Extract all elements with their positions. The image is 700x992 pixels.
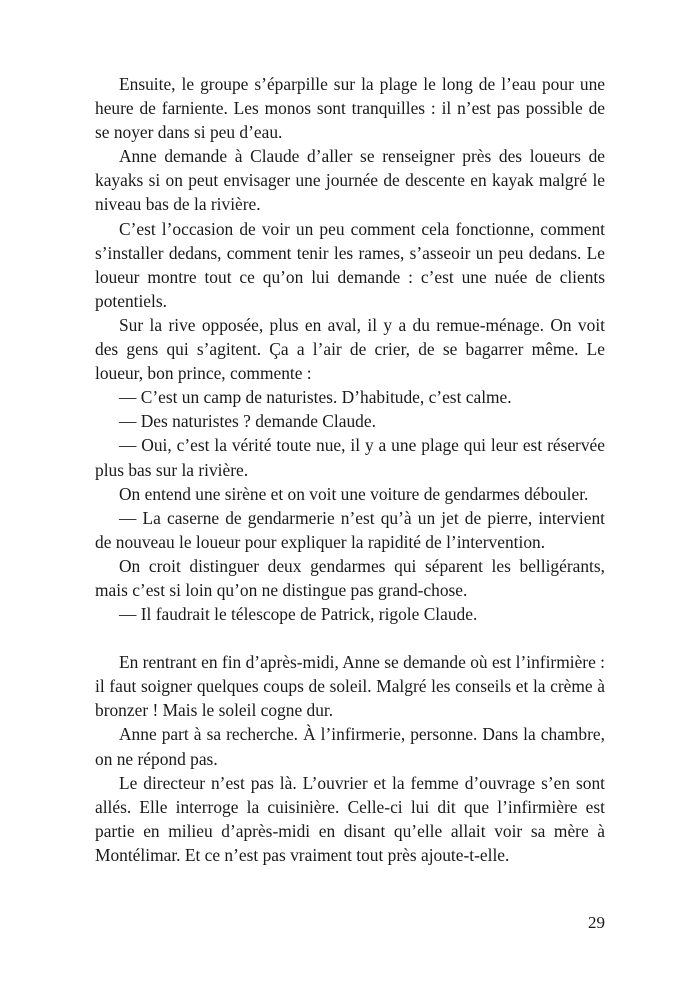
- dialogue-line: — C’est un camp de naturistes. D’habitude, c’est calme.: [119, 387, 512, 408]
- paragraph: Ensuite, le groupe s’éparpille sur la plage le long de l’eau pour une heure de farniente. Les monos sont tranquilles : il n’est pas possible de se noyer dans si peu d’eau.: [95, 74, 605, 143]
- page-body: [95, 72, 605, 867]
- section-break: [95, 626, 605, 650]
- paragraph: Le directeur n’est pas là. L’ouvrier et la femme d’ouvrage s’en sont allés. Elle interroge la cuisinière. Celle-ci lui dit que l’infirmière est partie en milieu d’après-midi en disant qu’elle allait voir sa mère à Montélimar. Et ce n’est pas vraiment tout près ajoute-t-elle.: [95, 772, 605, 865]
- dialogue-line: — Oui, c’est la vérité toute nue, il y a une plage qui leur est réservée plus bas sur la rivière.: [95, 435, 605, 480]
- paragraph: En rentrant en fin d’après-midi, Anne se demande où est l’infirmière : il faut soigner quelques coups de soleil. Malgré les conseils et la crème à bronzer ! Mais le soleil cogne dur.: [95, 652, 605, 721]
- dialogue-line: — Il faudrait le télescope de Patrick, rigole Claude.: [119, 604, 478, 625]
- page-number: 29: [588, 913, 605, 932]
- paragraph: Anne part à sa recherche. À l’infirmerie, personne. Dans la chambre, on ne répond pas.: [95, 724, 605, 769]
- paragraph: On croit distinguer deux gendarmes qui séparent les belligérants, mais c’est si loin qu’on ne distingue pas grand-chose.: [95, 555, 605, 600]
- dialogue-line: — La caserne de gendarmerie n’est qu’à un jet de pierre, intervient de nouveau le loueur pour expliquer la rapidité de l’intervention.: [95, 507, 605, 552]
- paragraph: On entend une sirène et on voit une voiture de gendarmes débouler.: [119, 483, 589, 504]
- dialogue-line: — Des naturistes ? demande Claude.: [119, 411, 376, 432]
- paragraph: C’est l’occasion de voir un peu comment cela fonctionne, comment s’installer dedans, comment tenir les rames, s’asseoir un peu dedans. Le loueur montre tout ce qu’on lui demande : c’est une nuée de clients potentiels.: [95, 218, 605, 311]
- paragraph: Anne demande à Claude d’aller se renseigner près des loueurs de kayaks si on peut envisager une journée de descente en kayak malgré le niveau bas de la rivière.: [95, 146, 605, 215]
- paragraph: Sur la rive opposée, plus en aval, il y a du remue-ménage. On voit des gens qui s’agitent. Ça a l’air de crier, de se bagarrer même. Le loueur, bon prince, commente :: [95, 314, 605, 384]
